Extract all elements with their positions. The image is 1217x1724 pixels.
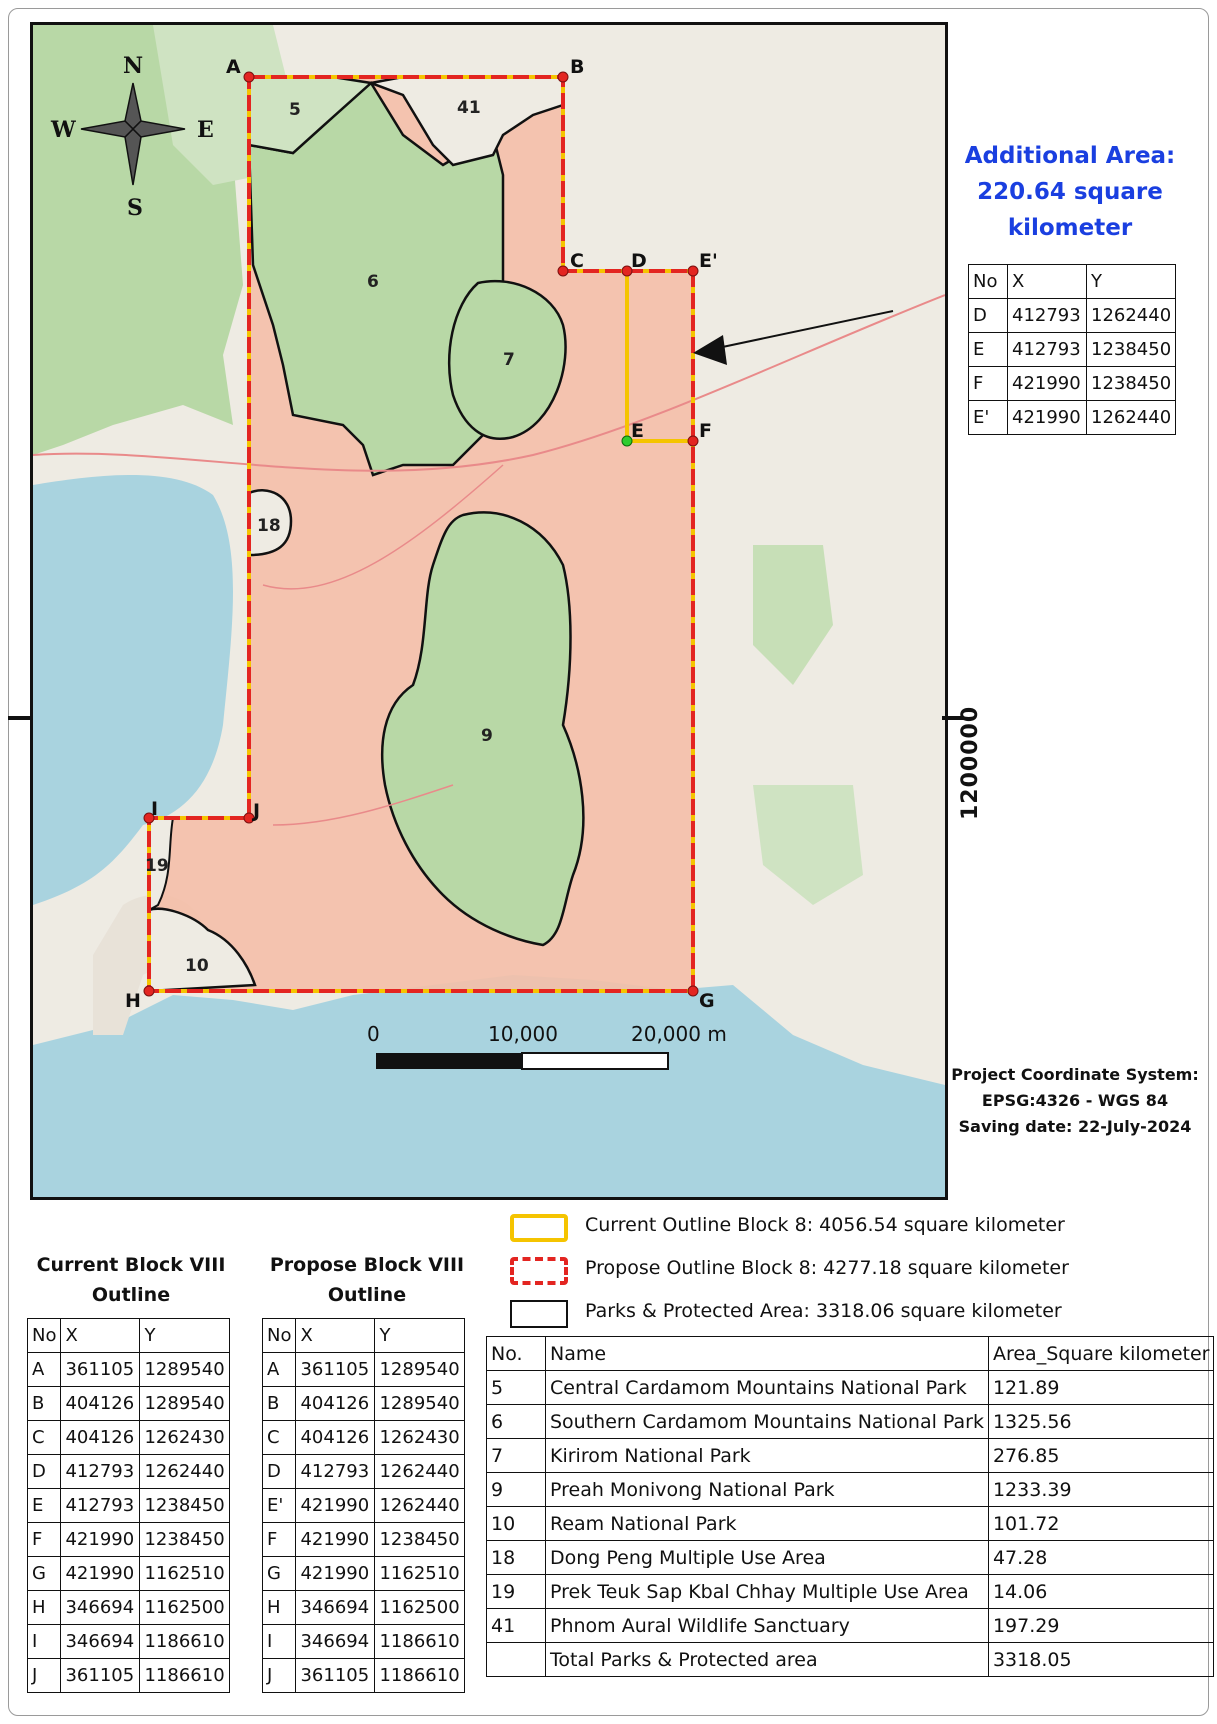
- table-row: [28, 1455, 230, 1489]
- point-label-i: I: [151, 798, 159, 820]
- coord-tick-left: [8, 716, 30, 720]
- table-cell: 1162510: [140, 1557, 229, 1591]
- scale-label-mid: 10,000: [488, 1022, 558, 1046]
- area-label-18: 18: [257, 516, 281, 536]
- table-row: [263, 1625, 465, 1659]
- scale-bar-white: [522, 1053, 668, 1069]
- coordinate-label: 1200000: [958, 705, 983, 820]
- table-cell: 361105: [61, 1659, 140, 1693]
- header-cell: Y: [375, 1319, 464, 1353]
- compass-s-label: S: [127, 195, 143, 221]
- table-cell: 421990: [1008, 401, 1087, 435]
- table-cell: A: [263, 1353, 296, 1387]
- table-cell: Ream National Park: [546, 1507, 989, 1541]
- table-row: [28, 1523, 230, 1557]
- additional-area-table: [968, 264, 1176, 435]
- table-cell: 19: [487, 1575, 546, 1609]
- table-cell: [487, 1643, 546, 1677]
- table-row: [28, 1387, 230, 1421]
- point-label-d: D: [631, 250, 647, 272]
- compass-w-label: W: [51, 117, 76, 143]
- point-label-c: C: [570, 250, 584, 272]
- table-row: [487, 1507, 1214, 1541]
- compass-n-label: N: [123, 53, 144, 79]
- table-cell: G: [263, 1557, 296, 1591]
- table-row: [969, 333, 1176, 367]
- table-cell: 346694: [61, 1625, 140, 1659]
- table-cell: 1262440: [140, 1455, 229, 1489]
- table-cell: C: [263, 1421, 296, 1455]
- table-cell: 1325.56: [988, 1405, 1214, 1439]
- table-row: [969, 401, 1176, 435]
- current-outline-table: [27, 1318, 230, 1693]
- table-cell: Preah Monivong National Park: [546, 1473, 989, 1507]
- project-info-line3: Saving date: 22-July-2024: [958, 1117, 1192, 1136]
- table-header-row: [263, 1319, 465, 1353]
- current-table-title-line1: Current Block VIII: [36, 1254, 226, 1276]
- table-cell: H: [28, 1591, 61, 1625]
- current-table-title: [26, 1250, 236, 1310]
- area-label-19: 19: [145, 856, 169, 876]
- point-label-e: E: [631, 420, 644, 442]
- table-cell: 18: [487, 1541, 546, 1575]
- point-label-h: H: [125, 990, 141, 1012]
- vertex-f: [688, 436, 698, 446]
- table-row: [28, 1557, 230, 1591]
- legend-current-symbol: [510, 1214, 568, 1242]
- table-cell: Phnom Aural Wildlife Sanctuary: [546, 1609, 989, 1643]
- area-label-7: 7: [503, 350, 515, 370]
- propose-table-title-line1: Propose Block VIII: [269, 1254, 465, 1276]
- table-cell: 9: [487, 1473, 546, 1507]
- table-cell: J: [263, 1659, 296, 1693]
- propose-outline-table: [262, 1318, 465, 1693]
- table-cell: 421990: [296, 1523, 375, 1557]
- table-row: [28, 1353, 230, 1387]
- area-label-10: 10: [185, 956, 209, 976]
- table-cell: 346694: [296, 1591, 375, 1625]
- table-cell: 1262440: [375, 1489, 464, 1523]
- table-cell: 361105: [296, 1659, 375, 1693]
- table-row: [487, 1643, 1214, 1677]
- header-cell: No: [969, 265, 1008, 299]
- table-header-row: [969, 265, 1176, 299]
- legend-current-text: Current Outline Block 8: 4056.54 square kilometer: [585, 1214, 1065, 1236]
- table-cell: D: [263, 1455, 296, 1489]
- vertex-g: [688, 986, 698, 996]
- table-cell: 1233.39: [988, 1473, 1214, 1507]
- table-cell: 1238450: [140, 1523, 229, 1557]
- table-cell: 412793: [61, 1489, 140, 1523]
- table-cell: 7: [487, 1439, 546, 1473]
- vertex-a: [244, 72, 254, 82]
- table-cell: 121.89: [988, 1371, 1214, 1405]
- table-row: [263, 1489, 465, 1523]
- table-cell: 1262440: [375, 1455, 464, 1489]
- table-cell: 346694: [296, 1625, 375, 1659]
- header-cell: Y: [1087, 265, 1176, 299]
- table-row: [263, 1353, 465, 1387]
- table-cell: 1186610: [375, 1625, 464, 1659]
- table-cell: 10: [487, 1507, 546, 1541]
- header-cell: X: [296, 1319, 375, 1353]
- table-cell: Total Parks & Protected area: [546, 1643, 989, 1677]
- header-cell: Area_Square kilometer: [988, 1337, 1214, 1371]
- parks-protected-table: [486, 1336, 1214, 1677]
- table-cell: 412793: [1008, 299, 1087, 333]
- table-cell: E: [28, 1489, 61, 1523]
- table-cell: 3318.05: [988, 1643, 1214, 1677]
- table-cell: 1238450: [140, 1489, 229, 1523]
- table-row: [28, 1421, 230, 1455]
- table-cell: 421990: [61, 1557, 140, 1591]
- header-cell: No.: [487, 1337, 546, 1371]
- table-row: [263, 1557, 465, 1591]
- table-cell: 346694: [61, 1591, 140, 1625]
- table-cell: F: [969, 367, 1008, 401]
- table-row: [28, 1659, 230, 1693]
- table-row: [487, 1575, 1214, 1609]
- additional-area-line1: Additional Area:: [964, 143, 1176, 169]
- table-cell: 6: [487, 1405, 546, 1439]
- table-row: [263, 1659, 465, 1693]
- table-cell: 404126: [61, 1387, 140, 1421]
- table-header-row: [487, 1337, 1214, 1371]
- table-cell: J: [28, 1659, 61, 1693]
- table-cell: 1162500: [375, 1591, 464, 1625]
- table-cell: 1262430: [140, 1421, 229, 1455]
- compass-e-label: E: [197, 117, 214, 143]
- vertex-h: [144, 986, 154, 996]
- header-cell: X: [61, 1319, 140, 1353]
- area-label-41: 41: [457, 98, 481, 118]
- table-cell: D: [28, 1455, 61, 1489]
- project-info-line2: EPSG:4326 - WGS 84: [981, 1091, 1169, 1110]
- table-cell: 1186610: [140, 1659, 229, 1693]
- table-cell: 404126: [296, 1421, 375, 1455]
- map-canvas: [33, 25, 945, 1197]
- header-cell: Y: [140, 1319, 229, 1353]
- table-cell: 1162510: [375, 1557, 464, 1591]
- additional-area-title: [950, 138, 1190, 246]
- table-cell: Prek Teuk Sap Kbal Chhay Multiple Use Area: [546, 1575, 989, 1609]
- table-cell: 361105: [296, 1353, 375, 1387]
- table-cell: 276.85: [988, 1439, 1214, 1473]
- table-cell: 1262440: [1087, 401, 1176, 435]
- table-row: [487, 1405, 1214, 1439]
- point-label-f: F: [699, 420, 712, 442]
- table-row: [487, 1439, 1214, 1473]
- table-cell: 14.06: [988, 1575, 1214, 1609]
- current-table-title-line2: Outline: [91, 1284, 171, 1306]
- table-cell: 197.29: [988, 1609, 1214, 1643]
- legend-parks-symbol: [510, 1300, 568, 1328]
- point-label-a: A: [226, 56, 241, 78]
- legend-propose-text: Propose Outline Block 8: 4277.18 square kilometer: [585, 1257, 1069, 1279]
- table-cell: 47.28: [988, 1541, 1214, 1575]
- header-cell: No: [263, 1319, 296, 1353]
- additional-area-line3: kilometer: [1007, 215, 1133, 241]
- vertex-e-prime: [688, 266, 698, 276]
- point-label-e-prime: E': [699, 250, 718, 272]
- table-cell: Southern Cardamom Mountains National Park: [546, 1405, 989, 1439]
- table-cell: Central Cardamom Mountains National Park: [546, 1371, 989, 1405]
- table-cell: C: [28, 1421, 61, 1455]
- propose-table-title: [262, 1250, 472, 1310]
- scale-label-end: 20,000 m: [631, 1022, 727, 1046]
- table-cell: 421990: [1008, 367, 1087, 401]
- table-cell: F: [28, 1523, 61, 1557]
- table-row: [28, 1489, 230, 1523]
- header-cell: No: [28, 1319, 61, 1353]
- table-cell: 1262430: [375, 1421, 464, 1455]
- project-info-line1: Project Coordinate System:: [951, 1065, 1199, 1084]
- header-cell: Name: [546, 1337, 989, 1371]
- table-cell: 1289540: [140, 1353, 229, 1387]
- table-cell: 421990: [296, 1557, 375, 1591]
- table-row: [487, 1541, 1214, 1575]
- table-cell: 1238450: [1087, 367, 1176, 401]
- table-cell: 412793: [1008, 333, 1087, 367]
- table-cell: 41: [487, 1609, 546, 1643]
- table-cell: 412793: [296, 1455, 375, 1489]
- table-cell: E': [263, 1489, 296, 1523]
- point-label-j: J: [253, 800, 261, 822]
- table-cell: 1238450: [375, 1523, 464, 1557]
- additional-area-line2: 220.64 square: [977, 179, 1163, 205]
- table-cell: E: [969, 333, 1008, 367]
- table-cell: 421990: [61, 1523, 140, 1557]
- table-row: [263, 1455, 465, 1489]
- map-frame: [30, 22, 948, 1200]
- table-cell: I: [28, 1625, 61, 1659]
- area-label-5: 5: [289, 100, 301, 120]
- area-label-6: 6: [367, 272, 379, 292]
- table-cell: I: [263, 1625, 296, 1659]
- table-row: [28, 1625, 230, 1659]
- table-cell: 412793: [61, 1455, 140, 1489]
- vertex-b: [558, 72, 568, 82]
- point-label-g: G: [699, 990, 715, 1012]
- table-cell: 1289540: [375, 1387, 464, 1421]
- table-cell: 1262440: [1087, 299, 1176, 333]
- table-cell: 101.72: [988, 1507, 1214, 1541]
- table-cell: 404126: [296, 1387, 375, 1421]
- table-cell: B: [28, 1387, 61, 1421]
- scale-label-zero: 0: [367, 1022, 380, 1046]
- point-label-b: B: [570, 56, 585, 78]
- table-cell: 1162500: [140, 1591, 229, 1625]
- project-info: [950, 1062, 1200, 1140]
- table-row: [969, 299, 1176, 333]
- table-cell: 1186610: [375, 1659, 464, 1693]
- table-cell: A: [28, 1353, 61, 1387]
- table-cell: 361105: [61, 1353, 140, 1387]
- table-cell: D: [969, 299, 1008, 333]
- header-cell: X: [1008, 265, 1087, 299]
- table-cell: Kirirom National Park: [546, 1439, 989, 1473]
- table-cell: Dong Peng Multiple Use Area: [546, 1541, 989, 1575]
- table-row: [263, 1591, 465, 1625]
- table-cell: 1238450: [1087, 333, 1176, 367]
- table-cell: F: [263, 1523, 296, 1557]
- table-header-row: [28, 1319, 230, 1353]
- scale-bar-black: [376, 1053, 522, 1069]
- table-row: [487, 1473, 1214, 1507]
- propose-table-title-line2: Outline: [327, 1284, 407, 1306]
- vertex-c: [558, 266, 568, 276]
- table-cell: E': [969, 401, 1008, 435]
- legend-parks-text: Parks & Protected Area: 3318.06 square kilometer: [585, 1300, 1062, 1322]
- area-label-9: 9: [481, 726, 493, 746]
- table-cell: G: [28, 1557, 61, 1591]
- table-row: [263, 1523, 465, 1557]
- legend-propose-symbol: [510, 1257, 568, 1285]
- table-cell: 1186610: [140, 1625, 229, 1659]
- table-cell: 1289540: [375, 1353, 464, 1387]
- table-row: [28, 1591, 230, 1625]
- table-row: [487, 1609, 1214, 1643]
- table-row: [263, 1387, 465, 1421]
- table-cell: 1289540: [140, 1387, 229, 1421]
- table-cell: 421990: [296, 1489, 375, 1523]
- table-cell: 404126: [61, 1421, 140, 1455]
- table-cell: B: [263, 1387, 296, 1421]
- table-row: [487, 1371, 1214, 1405]
- table-row: [969, 367, 1176, 401]
- table-row: [263, 1421, 465, 1455]
- table-cell: H: [263, 1591, 296, 1625]
- table-cell: 5: [487, 1371, 546, 1405]
